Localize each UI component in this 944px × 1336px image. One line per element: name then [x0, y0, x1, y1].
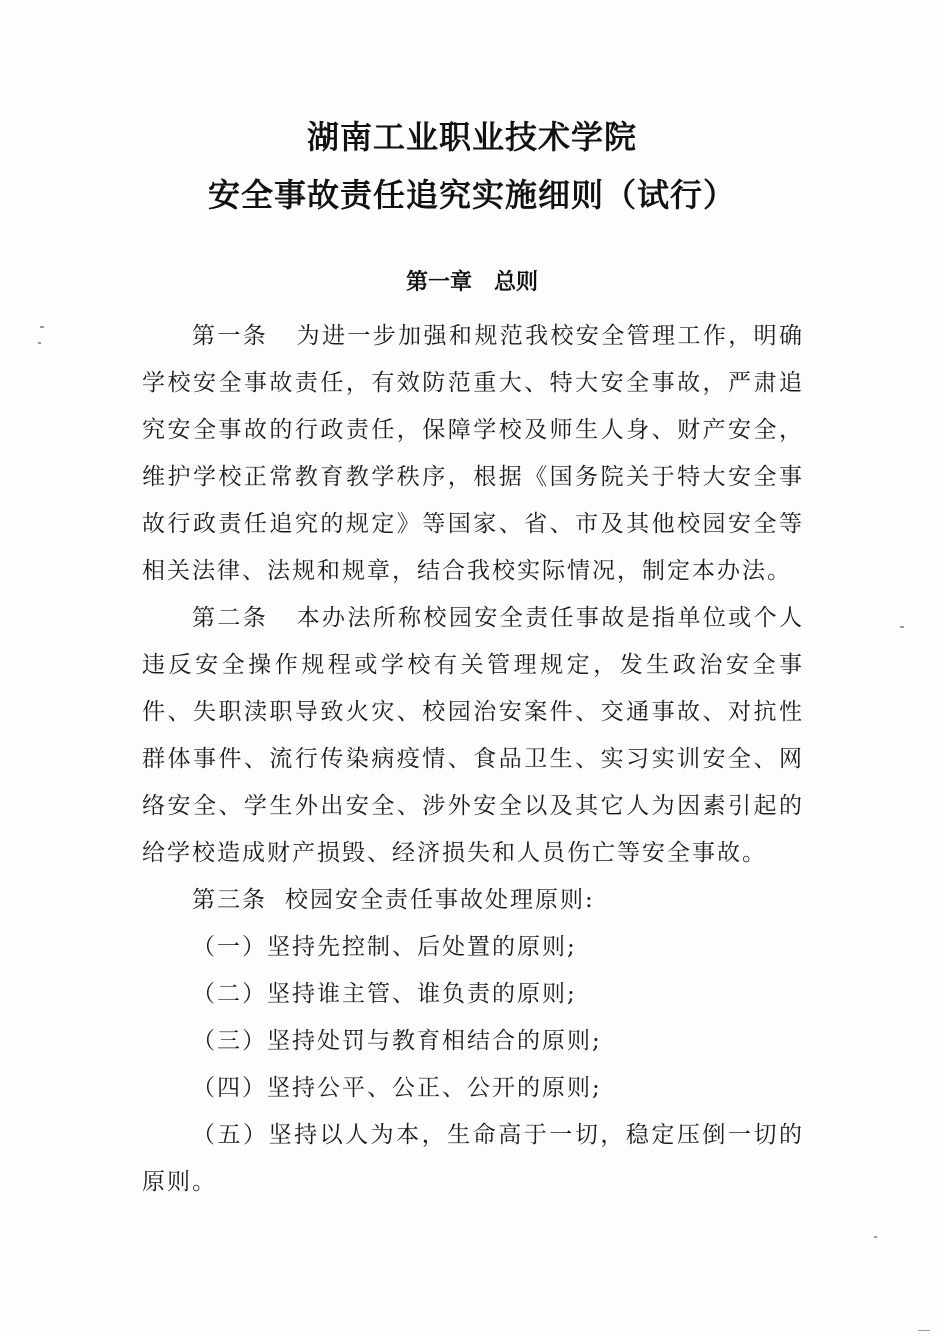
- article-1: [142, 313, 804, 595]
- document-body: [142, 313, 804, 1206]
- principle-item: （二）坚持谁主管、谁负责的原则;: [192, 981, 577, 1007]
- article-2: [142, 595, 804, 877]
- principle-item: （一）坚持先控制、后处置的原则;: [192, 934, 577, 960]
- article-text: 本办法所称校园安全责任事故是指单位或个人违反安全操作规程或学校有关管理规定，发生政治安全事件、失职渎职导致火灾、校园治安案件、交通事故、对抗性群体事件、流行传染病疫情、食品卫生、实习实训安全、网络安全、学生外出安全、涉外安全以及其它人为因素引起的给学校造成财产损毁、经济损失和人员伤亡等安全事故。: [142, 605, 805, 866]
- article-label: 第一条: [192, 323, 269, 349]
- article-label: 第三条: [192, 887, 267, 913]
- chapter-name: 总则: [494, 270, 539, 295]
- article-text: 校园安全责任事故处理原则:: [285, 887, 595, 913]
- title-line-1: 湖南工业职业技术学院: [306, 118, 637, 156]
- scan-speck: [38, 342, 41, 344]
- article-label: 第二条: [192, 605, 269, 631]
- principle-item: （五）坚持以人为本，生命高于一切，稳定压倒一切的原则。: [142, 1122, 804, 1195]
- scan-speck: [40, 326, 44, 328]
- chapter-heading: [0, 268, 944, 298]
- principle-item: （四）坚持公平、公正、公开的原则;: [192, 1075, 602, 1101]
- article-3: [142, 877, 804, 924]
- article-text: 为进一步加强和规范我校安全管理工作，明确学校安全事故责任，有效防范重大、特大安全事故，严肃追究安全事故的行政责任，保障学校及师生人身、财产安全，维护学校正常教育教学秩序，根据《国务院关于特大安全事故行政责任追究的规定》等国家、省、市及其他校园安全等相关法律、法规和规章，结合我校实际情况，制定本办法。: [142, 323, 805, 584]
- scan-speck: [874, 1236, 877, 1238]
- scan-speck: [918, 1330, 930, 1331]
- document-title: [0, 108, 944, 224]
- principle-item: （三）坚持处罚与教育相结合的原则;: [192, 1028, 602, 1054]
- title-line-2: 安全事故责任追究实施细则（试行）: [207, 176, 736, 214]
- chapter-number: 第一章: [405, 270, 472, 295]
- scan-speck: [900, 626, 904, 628]
